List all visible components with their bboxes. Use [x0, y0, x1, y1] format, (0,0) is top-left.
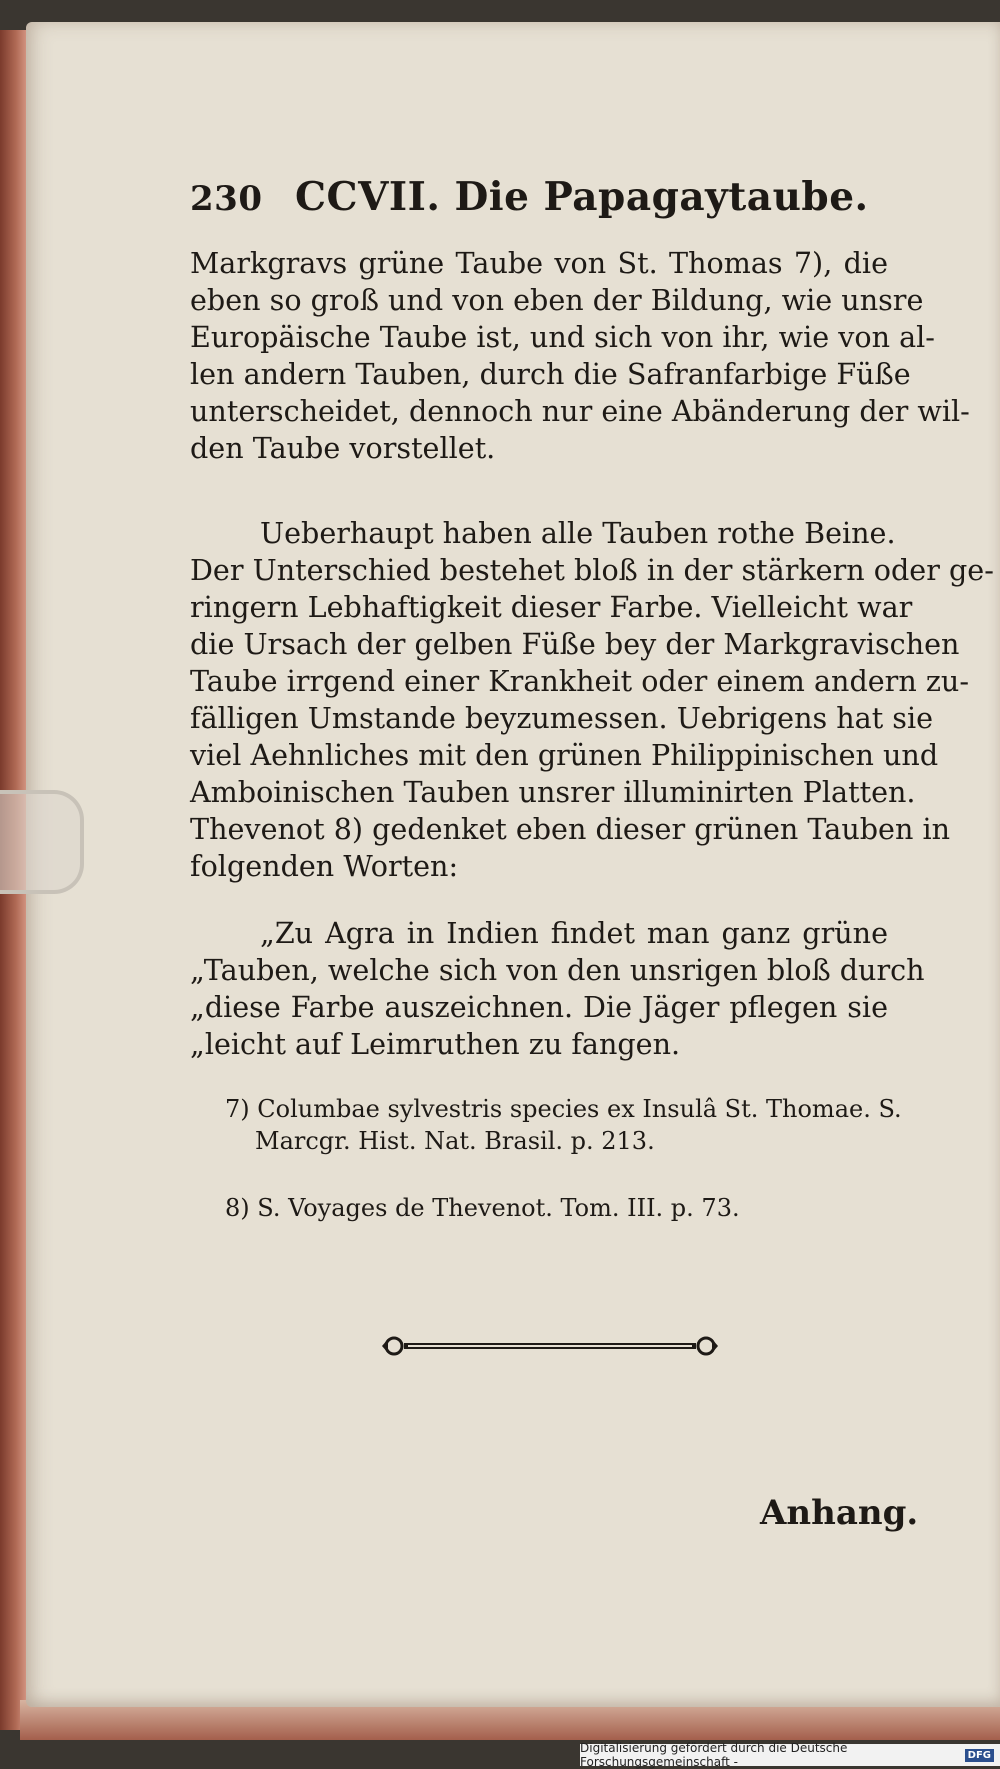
text-line: folgenden Worten: — [190, 849, 459, 883]
footer-text: Digitalisierung gefördert durch die Deutsche Forschungsgemeinschaft - — [580, 1741, 848, 1769]
quotation — [190, 915, 925, 1063]
text-line: „Zu Agra in Indien findet man ganz grüne — [260, 916, 888, 950]
text-line: Europäische Taube ist, und sich von ihr, wie von al- — [190, 320, 935, 354]
text-line: Ueberhaupt haben alle Tauben rothe Beine. — [260, 516, 896, 550]
text-line: Thevenot 8) gedenket eben dieser grünen Tauben in — [190, 812, 951, 846]
footnote-line: Marcgr. Hist. Nat. Brasil. p. 213. — [255, 1127, 655, 1155]
page-clip — [0, 790, 84, 894]
text-line: fälligen Umstande beyzumessen. Uebrigens hat sie — [190, 701, 934, 735]
text-line: len andern Tauben, durch die Safranfarbige Füße — [190, 357, 911, 391]
text-line: Amboinischen Tauben unsrer illuminirten Platten. — [190, 775, 916, 809]
catchword: Anhang. — [760, 1493, 919, 1533]
ornament-divider — [380, 1333, 720, 1359]
footnote-line: 8) S. Voyages de Thevenot. Tom. III. p. 73. — [225, 1194, 740, 1222]
paragraph-1 — [190, 245, 970, 467]
footnote-line: 7) Columbae sylvestris species ex Insulâ St. Thomae. S. — [225, 1095, 902, 1123]
text-line: Taube irrgend einer Krankheit oder einem andern zu- — [190, 664, 969, 698]
dfg-logo: DFG — [965, 1749, 994, 1762]
text-line: eben so groß und von eben der Bildung, wie unsre — [190, 283, 924, 317]
text-line: unterscheidet, dennoch nur eine Abänderung der wil- — [190, 394, 970, 428]
digitization-footer — [580, 1741, 1000, 1769]
text-line: den Taube vorstellet. — [190, 431, 496, 465]
text-line: „leicht auf Leimruthen zu fangen. — [190, 1027, 681, 1061]
text-line: „diese Farbe auszeichnen. Die Jäger pflegen sie — [190, 990, 888, 1024]
text-line: „Tauben, welche sich von den unsrigen bloß durch — [190, 953, 925, 987]
text-line: die Ursach der gelben Füße bey der Markgravischen — [190, 627, 960, 661]
text-line: ringern Lebhaftigkeit dieser Farbe. Vielleicht war — [190, 590, 913, 624]
footnote-8 — [225, 1192, 905, 1224]
page-title: CCVII. Die Papagaytaube. — [295, 174, 869, 220]
text-line: viel Aehnliches mit den grünen Philippinischen und — [190, 738, 939, 772]
footnote-7 — [225, 1093, 905, 1157]
paragraph-2 — [190, 515, 994, 885]
running-header — [190, 174, 950, 224]
text-line: Der Unterschied bestehet bloß in der stärkern oder ge- — [190, 553, 994, 587]
page-number: 230 — [190, 179, 263, 219]
text-line: Markgravs grüne Taube von St. Thomas 7), die — [190, 246, 888, 280]
